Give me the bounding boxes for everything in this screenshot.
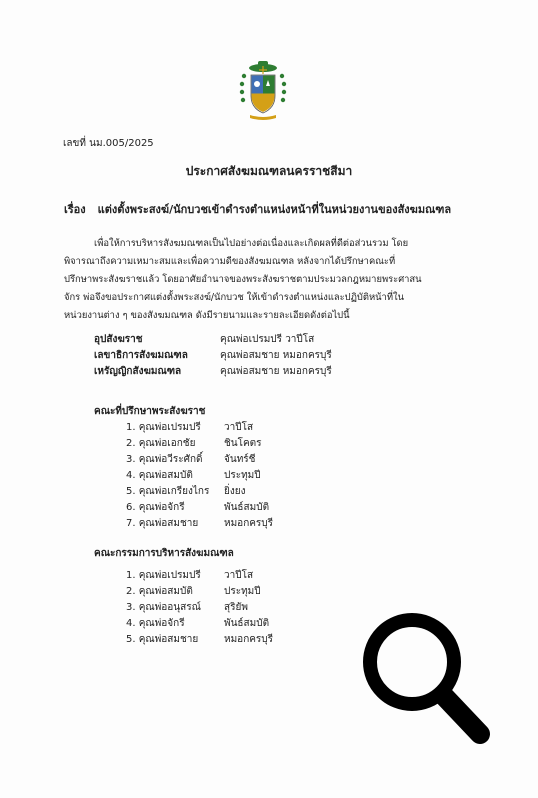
position-role: อุปสังฆราช — [94, 334, 143, 345]
member-surname: สุริยัพ — [224, 602, 248, 613]
member-number: 1. — [126, 422, 136, 433]
position-name: คุณพ่อสมชาย หมอกครบุรี — [220, 350, 332, 361]
member-surname: วาปีโส — [224, 422, 254, 433]
position-name: คุณพ่อเปรมปรี วาปีโส — [220, 334, 315, 345]
list-item — [126, 516, 273, 531]
member-name: คุณพ่อสมชาย — [138, 518, 199, 529]
position-role: เลขาธิการสังฆมณฑล — [94, 350, 188, 361]
crest-motto — [236, 116, 292, 120]
member-number: 2. — [126, 438, 136, 449]
member-name: คุณพ่อเอกชัย — [138, 438, 196, 449]
list-item — [126, 484, 245, 499]
list-item — [126, 600, 248, 615]
position-row — [94, 348, 332, 363]
member-name: คุณพ่อวีระศักดิ์ — [138, 454, 203, 465]
list-item — [126, 452, 255, 467]
member-number: 5. — [126, 634, 136, 645]
body-line: หน่วยงานต่าง ๆ ของสังฆมณฑล ดังมีรายนามและรายละเอียดดังต่อไปนี้ — [64, 310, 350, 321]
member-surname: พันธ์สมบัติ — [224, 502, 270, 513]
list-item — [126, 568, 253, 583]
member-number: 1. — [126, 570, 136, 581]
list-item — [126, 468, 261, 483]
subject-text: แต่งตั้งพระสงฆ์/นักบวชเข้าดำรงตำแหน่งหน้าที่ในหน่วยงานของสังฆมณฑล — [97, 203, 452, 216]
position-name: คุณพ่อสมชาย หมอกครบุรี — [220, 366, 332, 377]
reference-number: เลขที่ นม.005/2025 — [63, 138, 154, 149]
member-name: คุณพ่อสมชาย — [138, 634, 199, 645]
member-number: 3. — [126, 602, 136, 613]
member-number: 3. — [126, 454, 136, 465]
body-line: จักร พ่อจึงขอประกาศแต่งตั้งพระสงฆ์/นักบวช ให้เข้าดำรงตำแหน่งและปฏิบัติหน้าที่ใน — [64, 292, 404, 303]
list-item — [126, 584, 261, 599]
list-item — [126, 616, 269, 631]
member-surname: ยิ่งยง — [224, 486, 246, 497]
member-name: คุณพ่อสมบัติ — [138, 470, 193, 481]
member-surname: จันทร์ชี — [224, 454, 256, 465]
position-row — [94, 364, 332, 379]
body-line: พิจารณาถึงความเหมาะสมและเพื่อความดีของสังฆมณฑล หลังจากได้ปรึกษาคณะที่ — [64, 256, 396, 267]
list-item — [126, 500, 269, 515]
subject-line — [64, 200, 451, 218]
member-number: 4. — [126, 470, 136, 481]
member-name: คุณพ่อสมบัติ — [138, 586, 193, 597]
list-item — [126, 632, 273, 647]
member-surname: ชินโคตร — [224, 438, 262, 449]
member-name: คุณพ่อเปรมปรี — [138, 422, 201, 433]
member-surname: หมอกครบุรี — [224, 634, 274, 645]
body-line: ปรึกษาพระสังฆราชแล้ว โดยอาศัยอำนาจของพระสังฆราชตามประมวลกฎหมายพระศาสน — [64, 274, 422, 285]
member-name: คุณพ่อจักรี — [138, 618, 185, 629]
member-surname: พันธ์สมบัติ — [224, 618, 270, 629]
member-name: คุณพ่ออนุสรณ์ — [138, 602, 201, 613]
member-surname: วาปีโส — [224, 570, 254, 581]
list-item — [126, 436, 262, 451]
position-role: เหรัญญิกสังฆมณฑล — [94, 366, 182, 377]
member-surname: ประทุมปี — [224, 470, 261, 481]
body-line: เพื่อให้การบริหารสังฆมณฑลเป็นไปอย่างต่อเนื่องและเกิดผลที่ดีต่อส่วนรวม โดย — [94, 238, 409, 249]
subject-label: เรื่อง — [64, 203, 86, 216]
search-icon[interactable] — [358, 608, 490, 746]
member-number: 6. — [126, 502, 136, 513]
position-row — [94, 332, 314, 347]
member-name: คุณพ่อเปรมปรี — [138, 570, 201, 581]
page-title: ประกาศสังฆมณฑลนครราชสีมา — [185, 164, 353, 178]
member-number: 2. — [126, 586, 136, 597]
member-number: 7. — [126, 518, 136, 529]
member-number: 5. — [126, 486, 136, 497]
section-heading-committee: คณะกรรมการบริหารสังฆมณฑล — [94, 548, 234, 559]
member-name: คุณพ่อจักรี — [138, 502, 185, 513]
member-name: คุณพ่อเกรียงไกร — [138, 486, 210, 497]
member-number: 4. — [126, 618, 136, 629]
member-surname: หมอกครบุรี — [224, 518, 274, 529]
member-surname: ประทุมปี — [224, 586, 261, 597]
list-item — [126, 420, 253, 435]
section-heading-advisors: คณะที่ปรึกษาพระสังฆราช — [94, 406, 206, 417]
